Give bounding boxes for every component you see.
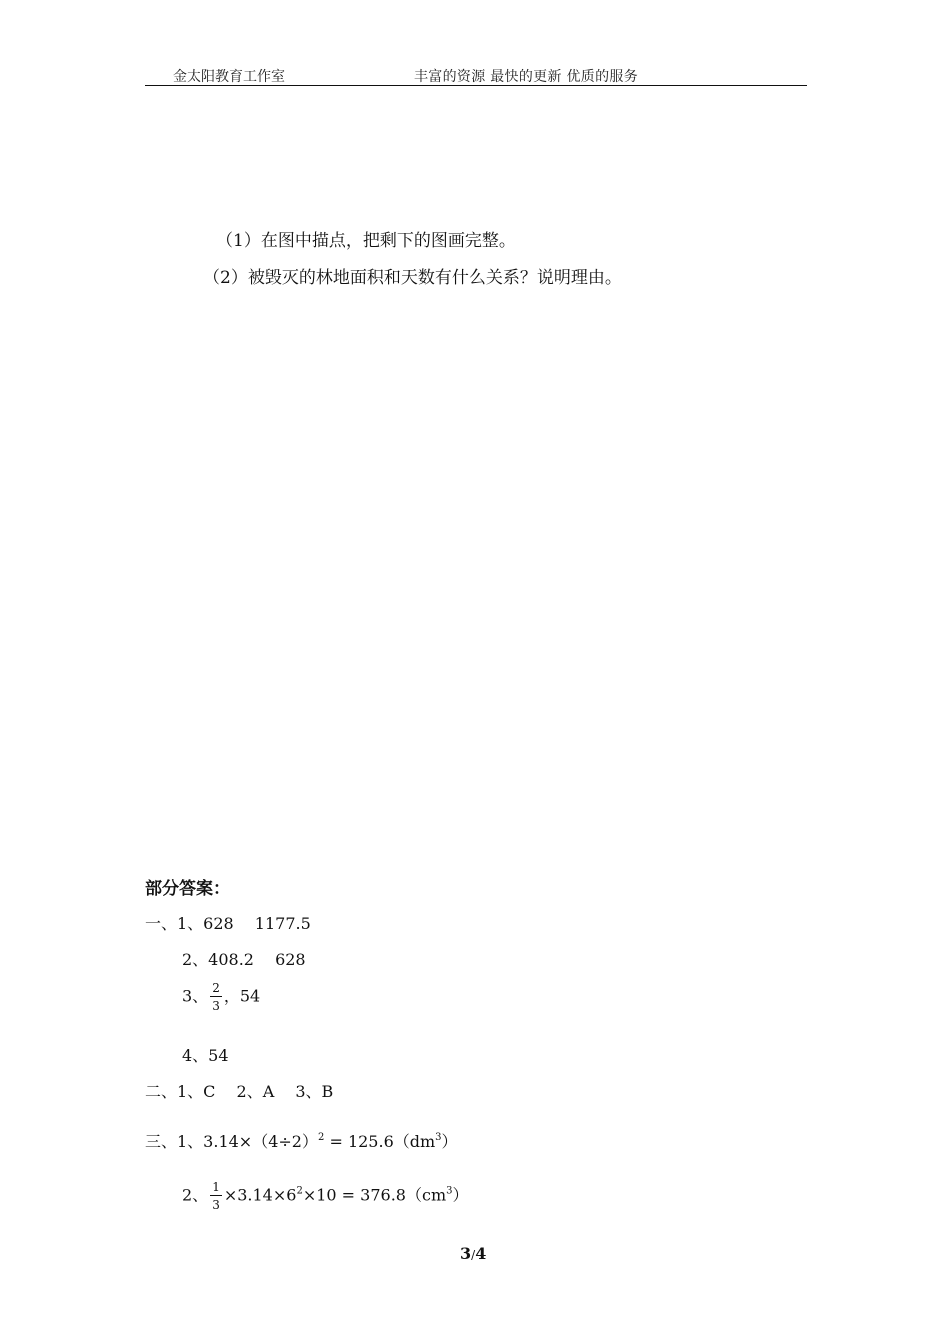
question-2: （2）被毁灭的林地面积和天数有什么关系？说明理由。 (203, 268, 622, 288)
fraction-denominator: 3 (212, 1198, 220, 1212)
answer-1-1: 一、1、628 1177.5 (145, 914, 311, 933)
answer-3-2-fraction (210, 1181, 222, 1211)
answer-1-4: 4、54 (182, 1046, 229, 1065)
answer-2: 二、1、C 2、A 3、B (145, 1082, 334, 1101)
answer-3-2-prefix: 2、 (182, 1185, 209, 1205)
answer-3-2-result: ×10 = 376.8（cm (302, 1185, 447, 1205)
header-right-text: 丰富的资源 最快的更新 优质的服务 (414, 69, 638, 85)
answer-1-3-fraction (210, 982, 222, 1012)
exponent: 2 (296, 1185, 303, 1197)
answer-3-1 (145, 1129, 458, 1152)
page-separator: / (471, 1248, 476, 1262)
answer-3-1-result: = 125.6（dm (324, 1132, 436, 1151)
answer-3-2-close: ） (452, 1185, 469, 1205)
fraction-numerator: 1 (212, 1180, 220, 1194)
exponent: 2 (317, 1132, 325, 1143)
fraction-numerator: 2 (212, 981, 220, 995)
fraction-denominator: 3 (212, 999, 220, 1013)
page-number (460, 1244, 486, 1263)
answer-3-1-close: ） (441, 1132, 458, 1151)
answer-1-3 (182, 982, 260, 1012)
page-current: 3 (460, 1244, 472, 1263)
answer-3-2-expr: ×3.14×6 (223, 1185, 297, 1205)
page-total: 4 (475, 1244, 487, 1263)
unit-exponent: 3 (446, 1185, 453, 1197)
answer-3-1-expr: 三、1、3.14×（4÷2） (145, 1132, 318, 1151)
answer-3-2 (182, 1181, 469, 1211)
answer-1-3-suffix: ，54 (223, 986, 261, 1006)
header-rule (145, 85, 807, 86)
question-1: （1）在图中描点，把剩下的图画完整。 (216, 231, 516, 251)
answer-1-2: 2、408.2 628 (182, 950, 306, 969)
answers-title: 部分答案： (145, 879, 230, 899)
header-left-text: 金太阳教育工作室 (173, 69, 285, 85)
answer-1-3-prefix: 3、 (182, 986, 209, 1006)
unit-exponent: 3 (435, 1132, 442, 1143)
